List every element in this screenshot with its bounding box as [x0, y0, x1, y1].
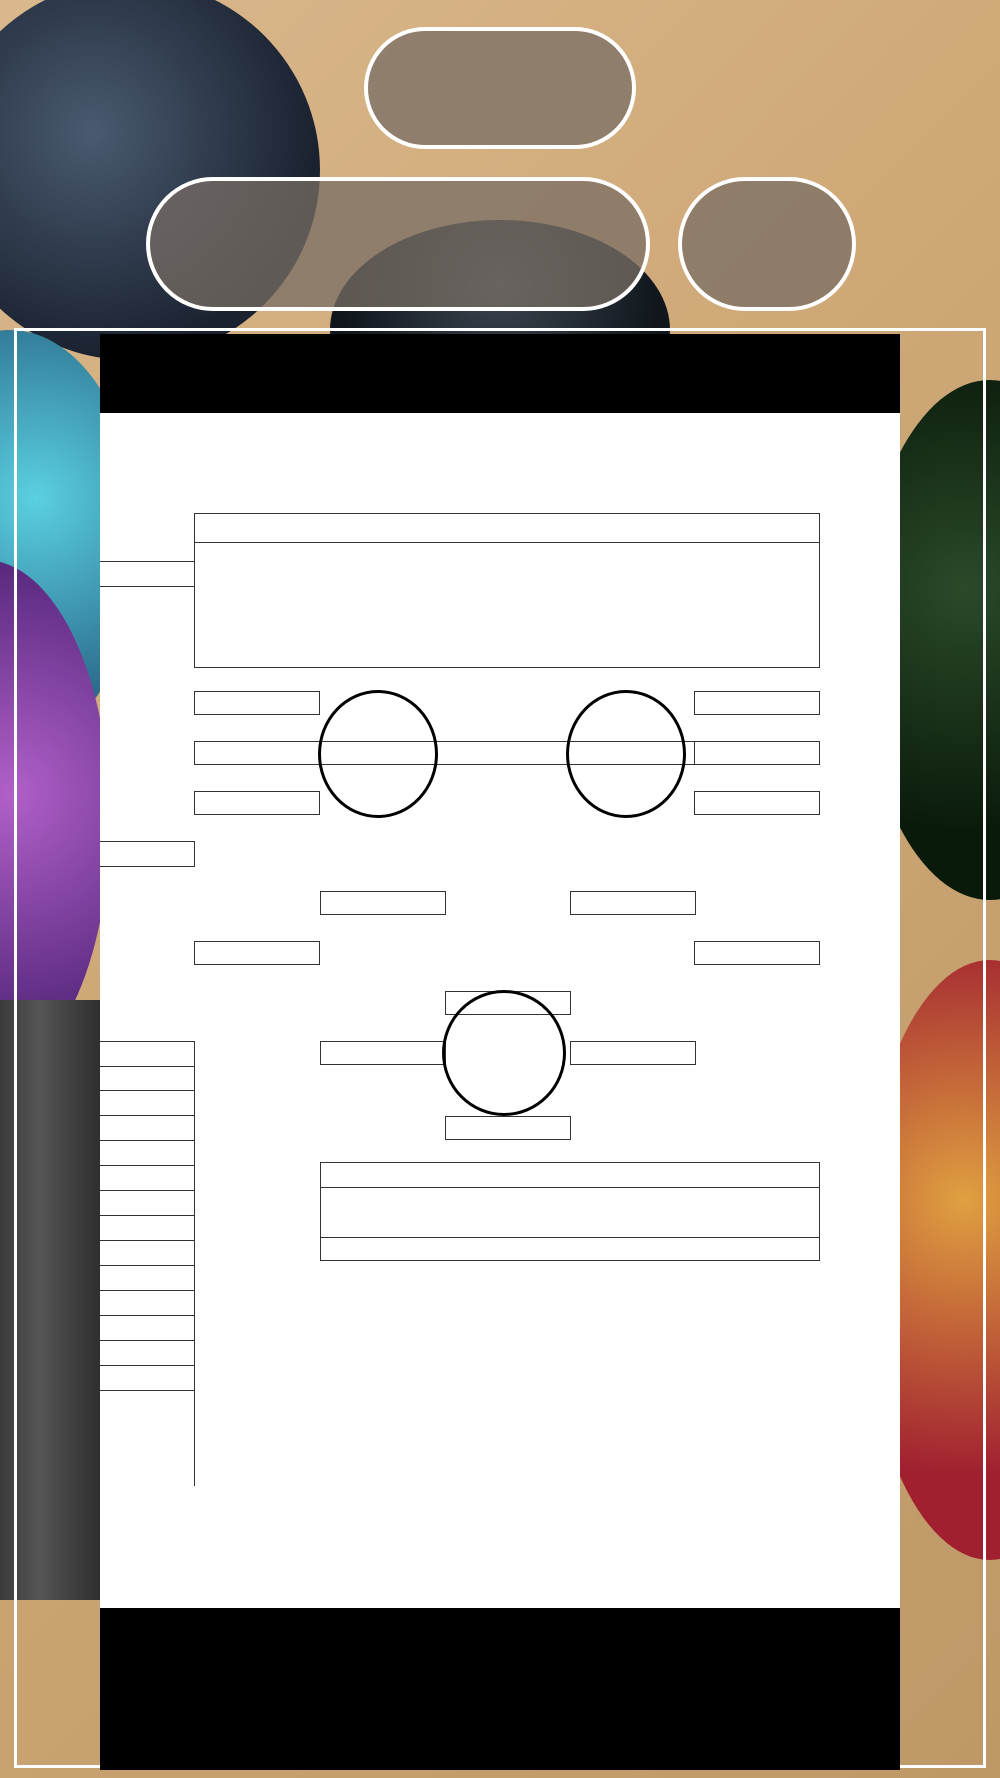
- headers-row-box: [320, 1237, 820, 1261]
- oval-table-left-border: [194, 1286, 195, 1486]
- spec-sheet-page: [100, 413, 900, 1608]
- cut-to-cut-left-box: [194, 941, 320, 965]
- thumb-reverse-box: [445, 1116, 571, 1140]
- go-back-button[interactable]: [364, 27, 636, 149]
- thumb-right-box: [570, 1041, 696, 1065]
- cut-to-cut-right-box: [694, 941, 820, 965]
- pilot-row-box: [320, 1188, 820, 1238]
- right-forward-box: [694, 791, 820, 815]
- left-finger-hole: [318, 690, 438, 818]
- right-finger-hole: [566, 690, 686, 818]
- help-button[interactable]: [678, 177, 856, 311]
- add-spec-sheet-button[interactable]: [146, 177, 650, 311]
- thumb-left-box: [320, 1041, 446, 1065]
- left-side-box: [194, 741, 320, 765]
- left-edge-field: [100, 561, 195, 587]
- right-side-box: [694, 741, 820, 765]
- left-column-boxes: [100, 1066, 195, 1391]
- right-reverse-box: [694, 691, 820, 715]
- oval-angle-row: [320, 1162, 820, 1188]
- size-box: [100, 1041, 195, 1067]
- left-edge-field-2: [100, 841, 195, 867]
- full-span-right-box: [570, 891, 696, 915]
- thumb-hole: [442, 990, 566, 1116]
- spec-sheet-image: [100, 334, 900, 1770]
- left-forward-box: [194, 791, 320, 815]
- left-reverse-box: [194, 691, 320, 715]
- full-span-left-box: [320, 891, 446, 915]
- bowler-info-header-box: [194, 513, 820, 543]
